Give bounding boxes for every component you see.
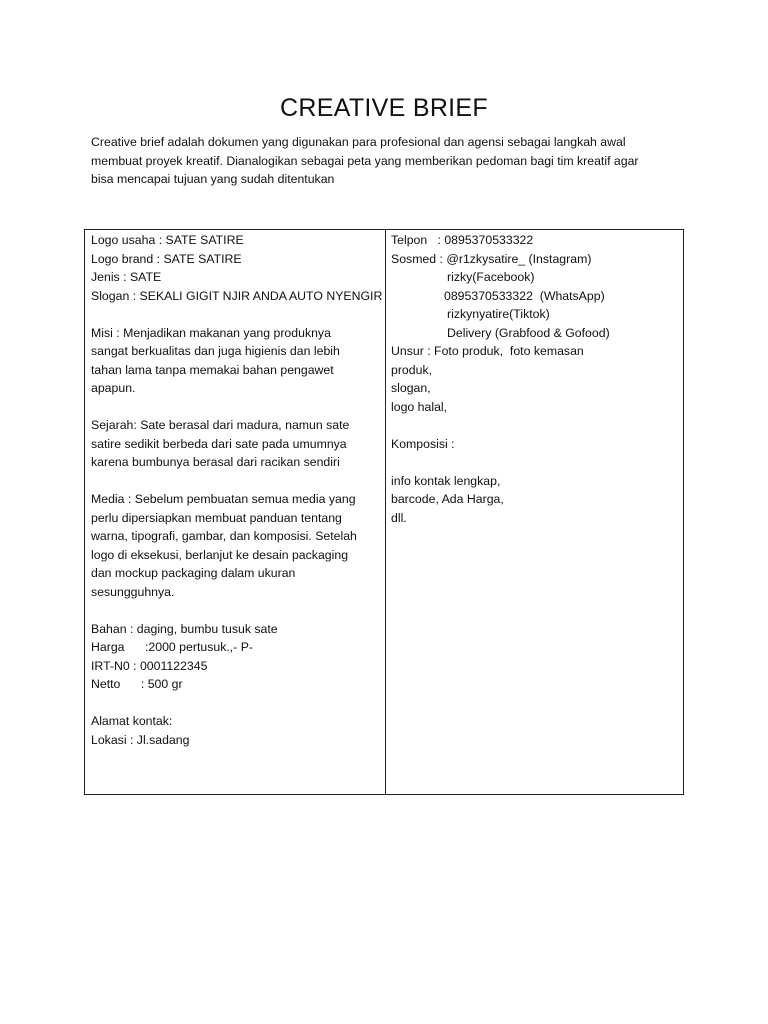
- jenis: Jenis : SATE: [91, 270, 162, 284]
- komposisi: Komposisi :: [391, 436, 455, 451]
- slogan: Slogan : SEKALI GIGIT NJIR ANDA AUTO NYENGIR: [91, 288, 383, 303]
- intro-paragraph: [91, 133, 677, 189]
- left-column: [91, 231, 383, 749]
- unsur-line: Unsur : Foto produk, foto kemasan: [391, 344, 584, 358]
- media-line: sesungguhnya.: [91, 584, 175, 599]
- intro-line: bisa mencapai tujuan yang sudah ditentukan: [91, 172, 335, 186]
- media-line: Media : Sebelum pembuatan semua media yang: [91, 492, 356, 506]
- column-divider: [385, 230, 386, 794]
- harga: Harga :2000 pertusuk.,- P-: [91, 640, 253, 654]
- unsur-line: produk,: [391, 362, 433, 377]
- misi-line: sangat berkualitas dan juga higienis dan lebih: [91, 344, 340, 358]
- misi-line: apapun.: [91, 381, 136, 395]
- telpon: Telpon : 0895370533322: [391, 233, 534, 247]
- sejarah-line: karena bumbunya berasal dari racikan sendiri: [91, 455, 340, 469]
- brief-table: [84, 229, 684, 795]
- sosmed-tiktok: rizkynyatire(Tiktok): [447, 307, 550, 321]
- info-line: dll.: [391, 510, 407, 525]
- netto: Netto : 500 gr: [91, 677, 183, 691]
- unsur-line: logo halal,: [391, 399, 448, 414]
- intro-line: membuat proyek kreatif. Dianalogikan sebagai peta yang memberikan pedoman bagi tim kreatif agar: [91, 153, 639, 168]
- misi-line: tahan lama tanpa memakai bahan pengawet: [91, 362, 334, 377]
- info-line: info kontak lengkap,: [391, 473, 501, 488]
- delivery: Delivery (Grabfood & Gofood): [447, 325, 610, 340]
- bahan: Bahan : daging, bumbu tusuk sate: [91, 621, 278, 636]
- sosmed: Sosmed : @r1zkysatire_ (Instagram): [391, 251, 592, 266]
- sosmed-facebook: rizky(Facebook): [447, 270, 535, 284]
- logo-brand: Logo brand : SATE SATIRE: [91, 251, 242, 266]
- right-column: [391, 231, 679, 527]
- info-line: barcode, Ada Harga,: [391, 492, 504, 506]
- media-line: warna, tipografi, gambar, dan komposisi. Setelah: [91, 529, 357, 543]
- alamat-kontak: Alamat kontak:: [91, 714, 173, 728]
- unsur-line: slogan,: [391, 381, 431, 395]
- media-line: perlu dipersiapkan membuat panduan tentang: [91, 510, 342, 525]
- sejarah-line: satire sedikit berbeda dari sate pada umumnya: [91, 436, 347, 451]
- sejarah-line: Sejarah: Sate berasal dari madura, namun sate: [91, 418, 350, 432]
- media-line: logo di eksekusi, berlanjut ke desain packaging: [91, 547, 349, 562]
- logo-usaha: Logo usaha : SATE SATIRE: [91, 233, 244, 247]
- page-title: CREATIVE BRIEF: [280, 94, 488, 122]
- media-line: dan mockup packaging dalam ukuran: [91, 566, 296, 580]
- irt-number: IRT-N0 : 0001122345: [91, 658, 208, 673]
- lokasi: Lokasi : Jl.sadang: [91, 732, 190, 747]
- intro-line: Creative brief adalah dokumen yang digunakan para profesional dan agensi sebagai langkah awal: [91, 135, 626, 149]
- misi-line: Misi : Menjadikan makanan yang produknya: [91, 325, 331, 340]
- sosmed-whatsapp: 0895370533322 (WhatsApp): [444, 288, 605, 303]
